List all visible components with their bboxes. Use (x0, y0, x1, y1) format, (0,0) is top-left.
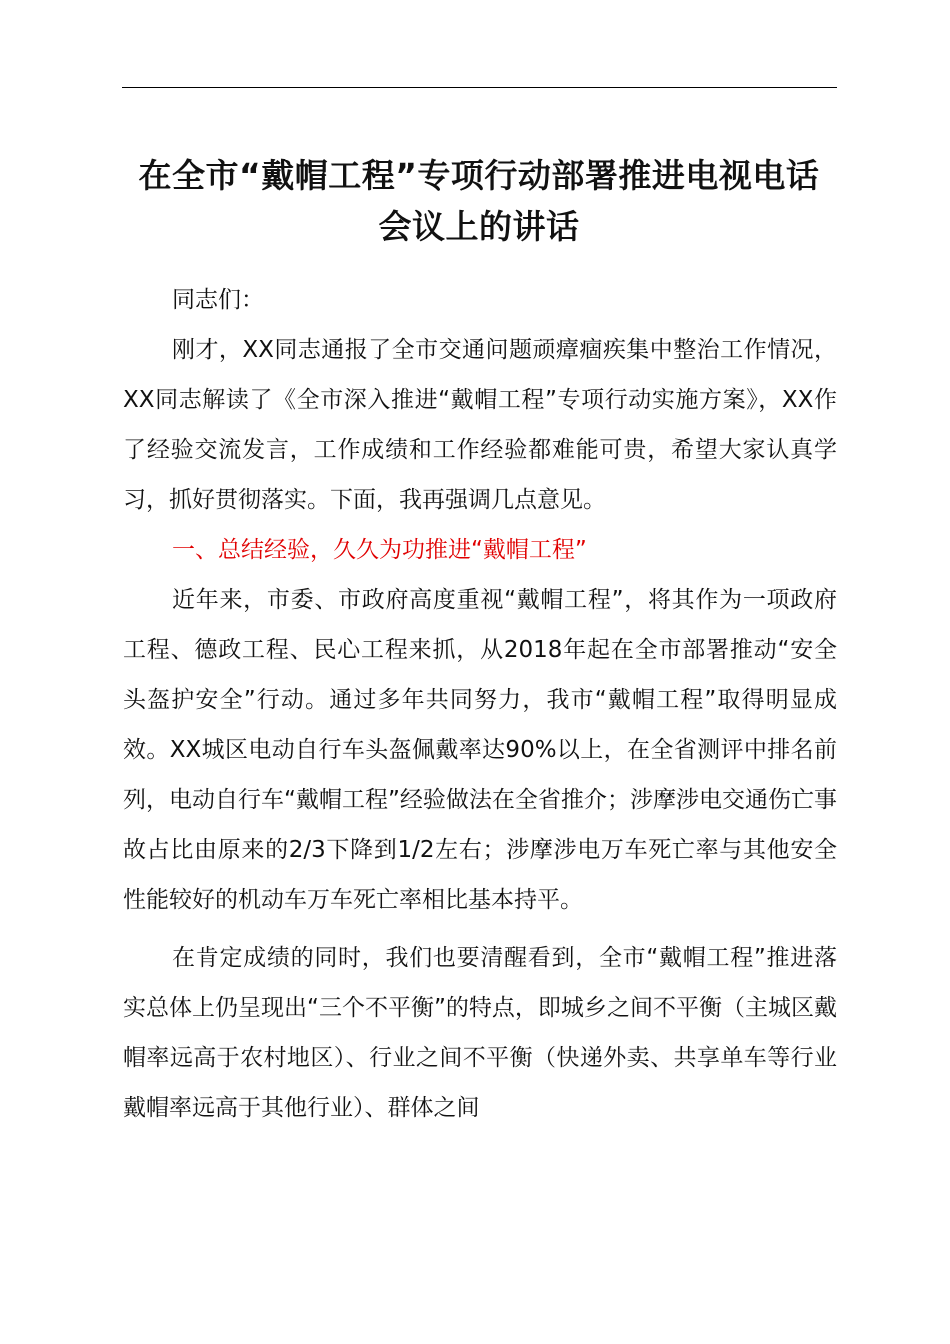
section-1-paragraph-2: 在肯定成绩的同时，我们也要清醒看到，全市“戴帽工程”推进落实总体上仍呈现出“三个不平衡”的特点，即城乡之间不平衡（主城区戴帽率远高于农村地区）、行业之间不平衡（快递外卖、共享单车等行业戴帽率远高于其他行业）、群体之间 (123, 945, 837, 1121)
document-title (118, 150, 840, 252)
document-body (123, 275, 837, 1133)
section-1-heading: 一、总结经验，久久为功推进“戴帽工程” (172, 537, 587, 563)
header-rule (122, 87, 837, 88)
salutation: 同志们： (172, 287, 264, 313)
section-1-paragraph-1: 近年来，市委、市政府高度重视“戴帽工程”，将其作为一项政府工程、德政工程、民心工程来抓，从2018年起在全市部署推动“安全头盔护安全”行动。通过多年共同努力，我市“戴帽工程”取得明显成效。XX城区电动自行车头盔佩戴率达90%以上，在全省测评中排名前列，电动自行车“戴帽工程”经验做法在全省推介；涉摩涉电交通伤亡事故占比由原来的2/3下降到1/2左右；涉摩涉电万车死亡率与其他安全性能较好的机动车万车死亡率相比基本持平。 (123, 587, 837, 913)
title-line-2: 会议上的讲话 (378, 207, 580, 246)
title-line-1: 在全市“戴帽工程”专项行动部署推进电视电话 (138, 156, 820, 195)
intro-paragraph: 刚才，XX同志通报了全市交通问题顽瘴痼疾集中整治工作情况，XX同志解读了《全市深入推进“戴帽工程”专项行动实施方案》，XX作了经验交流发言，工作成绩和工作经验都难能可贵，希望大家认真学习，抓好贯彻落实。下面，我再强调几点意见。 (123, 337, 837, 513)
